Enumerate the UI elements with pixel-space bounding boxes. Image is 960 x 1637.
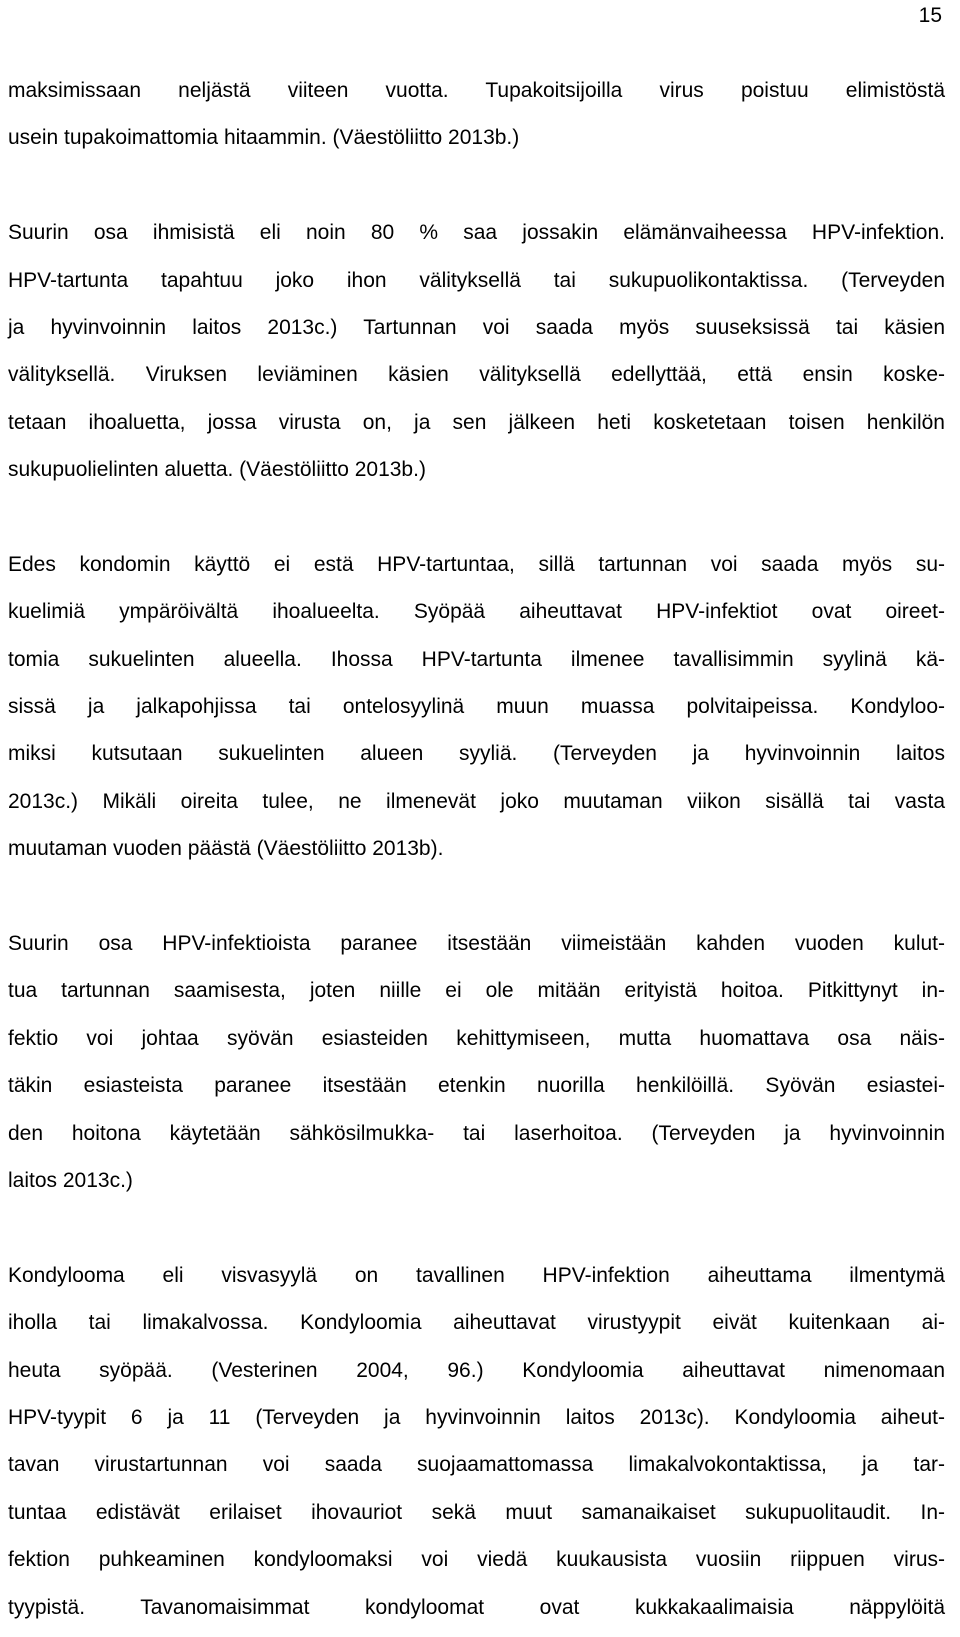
text-line: maksimissaan neljästä viiteen vuotta. Tupakoitsijoilla virus poistuu elimistöstä <box>8 79 945 102</box>
text-line: den hoitona käytetään sähkösilmukka- tai laserhoitoa. (Terveyden ja hyvinvoinnin <box>8 1121 945 1145</box>
text-line: 2013c.) Mikäli oireita tulee, ne ilmenevät joko muutaman viikon sisällä tai vasta <box>8 789 945 813</box>
text-line: ja hyvinvoinnin laitos 2013c.) Tartunnan voi saada myös suuseksissä tai käsien <box>8 315 945 339</box>
text-line: muutaman vuoden päästä (Väestöliitto 2013b). <box>8 837 444 861</box>
text-line: tavan virustartunnan voi saada suojaamattomassa limakalvokontaktissa, ja tar- <box>8 1453 945 1477</box>
text-line: fektio voi johtaa syövän esiasteiden kehittymiseen, mutta huomattava osa näis- <box>8 1026 945 1050</box>
paragraph-gap <box>8 879 945 926</box>
text-line: fektion puhkeaminen kondyloomaksi voi viedä kuukausista vuosiin riippuen virus- <box>8 1548 945 1572</box>
text-line: Edes kondomin käyttö ei estä HPV-tartuntaa, sillä tartunnan voi saada myös su- <box>8 552 945 576</box>
text-line: sukupuolielinten aluetta. (Väestöliitto 2013b.) <box>8 458 426 482</box>
text-line: välityksellä. Viruksen leviäminen käsien välityksellä edellyttää, että ensin koske- <box>8 363 945 387</box>
page-number: 15 <box>918 4 942 27</box>
text-line: HPV-tartunta tapahtuu joko ihon välityksellä tai sukupuolikontaktissa. (Terveyden <box>8 268 945 292</box>
paragraph-gap <box>8 168 945 215</box>
text-line: tetaan ihoaluetta, jossa virusta on, ja sen jälkeen heti kosketetaan toisen henkilön <box>8 410 945 434</box>
text-line: laitos 2013c.) <box>8 1168 133 1192</box>
text-line: Kondylooma eli visvasyylä on tavallinen HPV-infektion aiheuttama ilmentymä <box>8 1263 945 1287</box>
text-line: kuelimiä ympäröivältä ihoalueelta. Syöpää aiheuttavat HPV-infektiot ovat oireet- <box>8 600 945 624</box>
text-line: tuntaa edistävät erilaiset ihovauriot sekä muut samanaikaiset sukupuolitaudit. In- <box>8 1500 945 1524</box>
body-text <box>8 73 945 1637</box>
text-line: miksi kutsutaan sukuelinten alueen syyliä. (Terveyden ja hyvinvoinnin laitos <box>8 742 945 766</box>
text-line: tua tartunnan saamisesta, joten niille ei ole mitään erityistä hoitoa. Pitkittynyt in- <box>8 979 945 1003</box>
text-line: tyypistä. Tavanomaisimmat kondyloomat ovat kukkakaalimaisia näppylöitä <box>8 1595 945 1619</box>
text-line: iholla tai limakalvossa. Kondyloomia aiheuttavat virustyypit eivät kuitenkaan ai- <box>8 1311 945 1335</box>
text-line: HPV-tyypit 6 ja 11 (Terveyden ja hyvinvoinnin laitos 2013c). Kondyloomia aiheut- <box>8 1405 945 1429</box>
text-line: Suurin osa ihmisistä eli noin 80 % saa jossakin elämänvaiheessa HPV-infektion. <box>8 221 945 245</box>
text-line: Suurin osa HPV-infektioista paranee itsestään viimeistään kahden vuoden kulut- <box>8 932 945 956</box>
text-line: sissä ja jalkapohjissa tai ontelosyylinä muun muassa polvitaipeissa. Kondyloo- <box>8 695 945 719</box>
text-line: tomia sukuelinten alueella. Ihossa HPV-tartunta ilmenee tavallisimmin syylinä kä- <box>8 647 945 671</box>
paragraph-gap <box>8 1210 945 1257</box>
text-line: heuta syöpää. (Vesterinen 2004, 96.) Kondyloomia aiheuttavat nimenomaan <box>8 1358 945 1382</box>
paragraph-gap <box>8 500 945 547</box>
text-line: usein tupakoimattomia hitaammin. (Väestöliitto 2013b.) <box>8 126 520 150</box>
text-line: täkin esiasteista paranee itsestään etenkin nuorilla henkilöillä. Syövän esiastei- <box>8 1074 945 1098</box>
